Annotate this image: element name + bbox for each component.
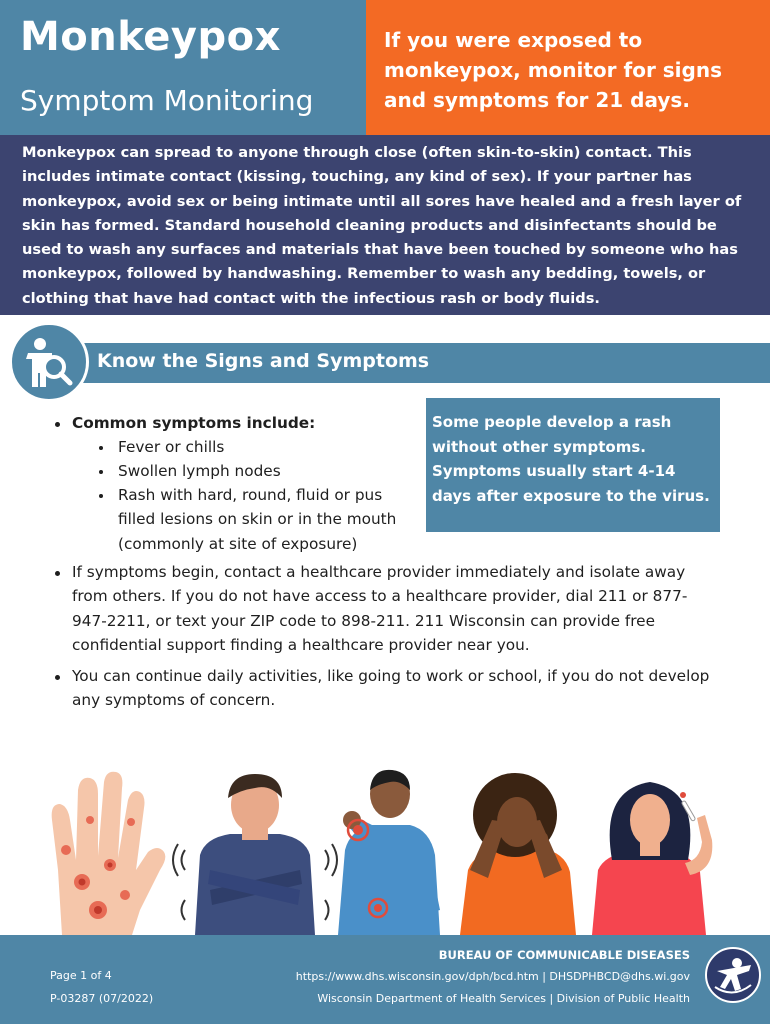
wisconsin-dhs-logo xyxy=(705,947,761,1003)
contact-provider-text: If symptoms begin, contact a healthcare provider immediately and isolate away from others. If you do not have access to a healthcare provider, dial 211 or 877-947-2211, or text your ZIP code to 898-211. 211 Wisconsin can provide free confidential support finding a healthcare provider near you. xyxy=(72,563,688,655)
intro-panel xyxy=(0,135,770,315)
section-title: Know the Signs and Symptoms xyxy=(97,350,430,372)
page-title: Monkeypox xyxy=(20,14,281,60)
footer xyxy=(0,935,770,1024)
alert-text: If you were exposed to monkeypox, monitor for signs and symptoms for 21 days. xyxy=(384,28,722,112)
daily-activities-text: You can continue daily activities, like going to work or school, if you do not develop any symptoms of concern. xyxy=(72,667,710,710)
title-panel xyxy=(0,0,366,135)
alert-panel xyxy=(366,0,770,135)
person-fever-illustration xyxy=(592,782,712,935)
bullet-dot xyxy=(99,470,103,474)
bullet-dot xyxy=(55,675,60,680)
intro-text: Monkeypox can spread to anyone through close (often skin-to-skin) contact. This includes intimate contact (kissing, touching, any kind of sex). If your partner has monkeypox, avoid sex or being intimate until all sores have healed and a fresh layer of skin has formed. Standard household cleaning products and disinfectants should be used to wash any surfaces and materials that have been touched by someone who has monkeypox, followed by handwashing. Remember to wash any bedding, towels, or clothing that have had contact with the infectious rash or body fluids. xyxy=(22,144,742,307)
contact-links[interactable]: https://www.dhs.wisconsin.gov/dph/bcd.htm | DHSDPHBCD@dhs.wi.gov xyxy=(295,970,690,983)
header xyxy=(0,0,770,135)
symptom-illustrations xyxy=(0,760,770,935)
bullet-dot xyxy=(55,422,60,427)
bullet-dot xyxy=(55,571,60,576)
person-headache-illustration xyxy=(460,773,576,935)
symptoms-heading: Common symptoms include: xyxy=(72,414,316,432)
symptom-fever: Fever or chills xyxy=(118,438,225,456)
callout-box xyxy=(426,398,720,532)
bullet-dot xyxy=(99,494,103,498)
bullet-dot xyxy=(99,446,103,450)
document-code: P-03287 (07/2022) xyxy=(50,992,154,1005)
person-chills-illustration xyxy=(173,774,337,935)
hand-rash-illustration xyxy=(52,772,166,935)
department-name: Wisconsin Department of Health Services | Division of Public Health xyxy=(317,992,690,1005)
person-back-pain-illustration xyxy=(338,770,440,935)
symptom-lymph: Swollen lymph nodes xyxy=(118,462,281,480)
callout-text: Some people develop a rash without other symptoms. Symptoms usually start 4-14 days after exposure to the virus. xyxy=(432,413,710,505)
symptom-rash: Rash with hard, round, fluid or pus filled lesions on skin or in the mouth (commonly at site of exposure) xyxy=(118,486,397,553)
person-magnifier-icon xyxy=(9,322,89,402)
page-number: Page 1 of 4 xyxy=(50,969,112,982)
section-header xyxy=(55,343,770,383)
bureau-name: BUREAU OF COMMUNICABLE DISEASES xyxy=(438,948,690,962)
page-subtitle: Symptom Monitoring xyxy=(20,84,314,117)
